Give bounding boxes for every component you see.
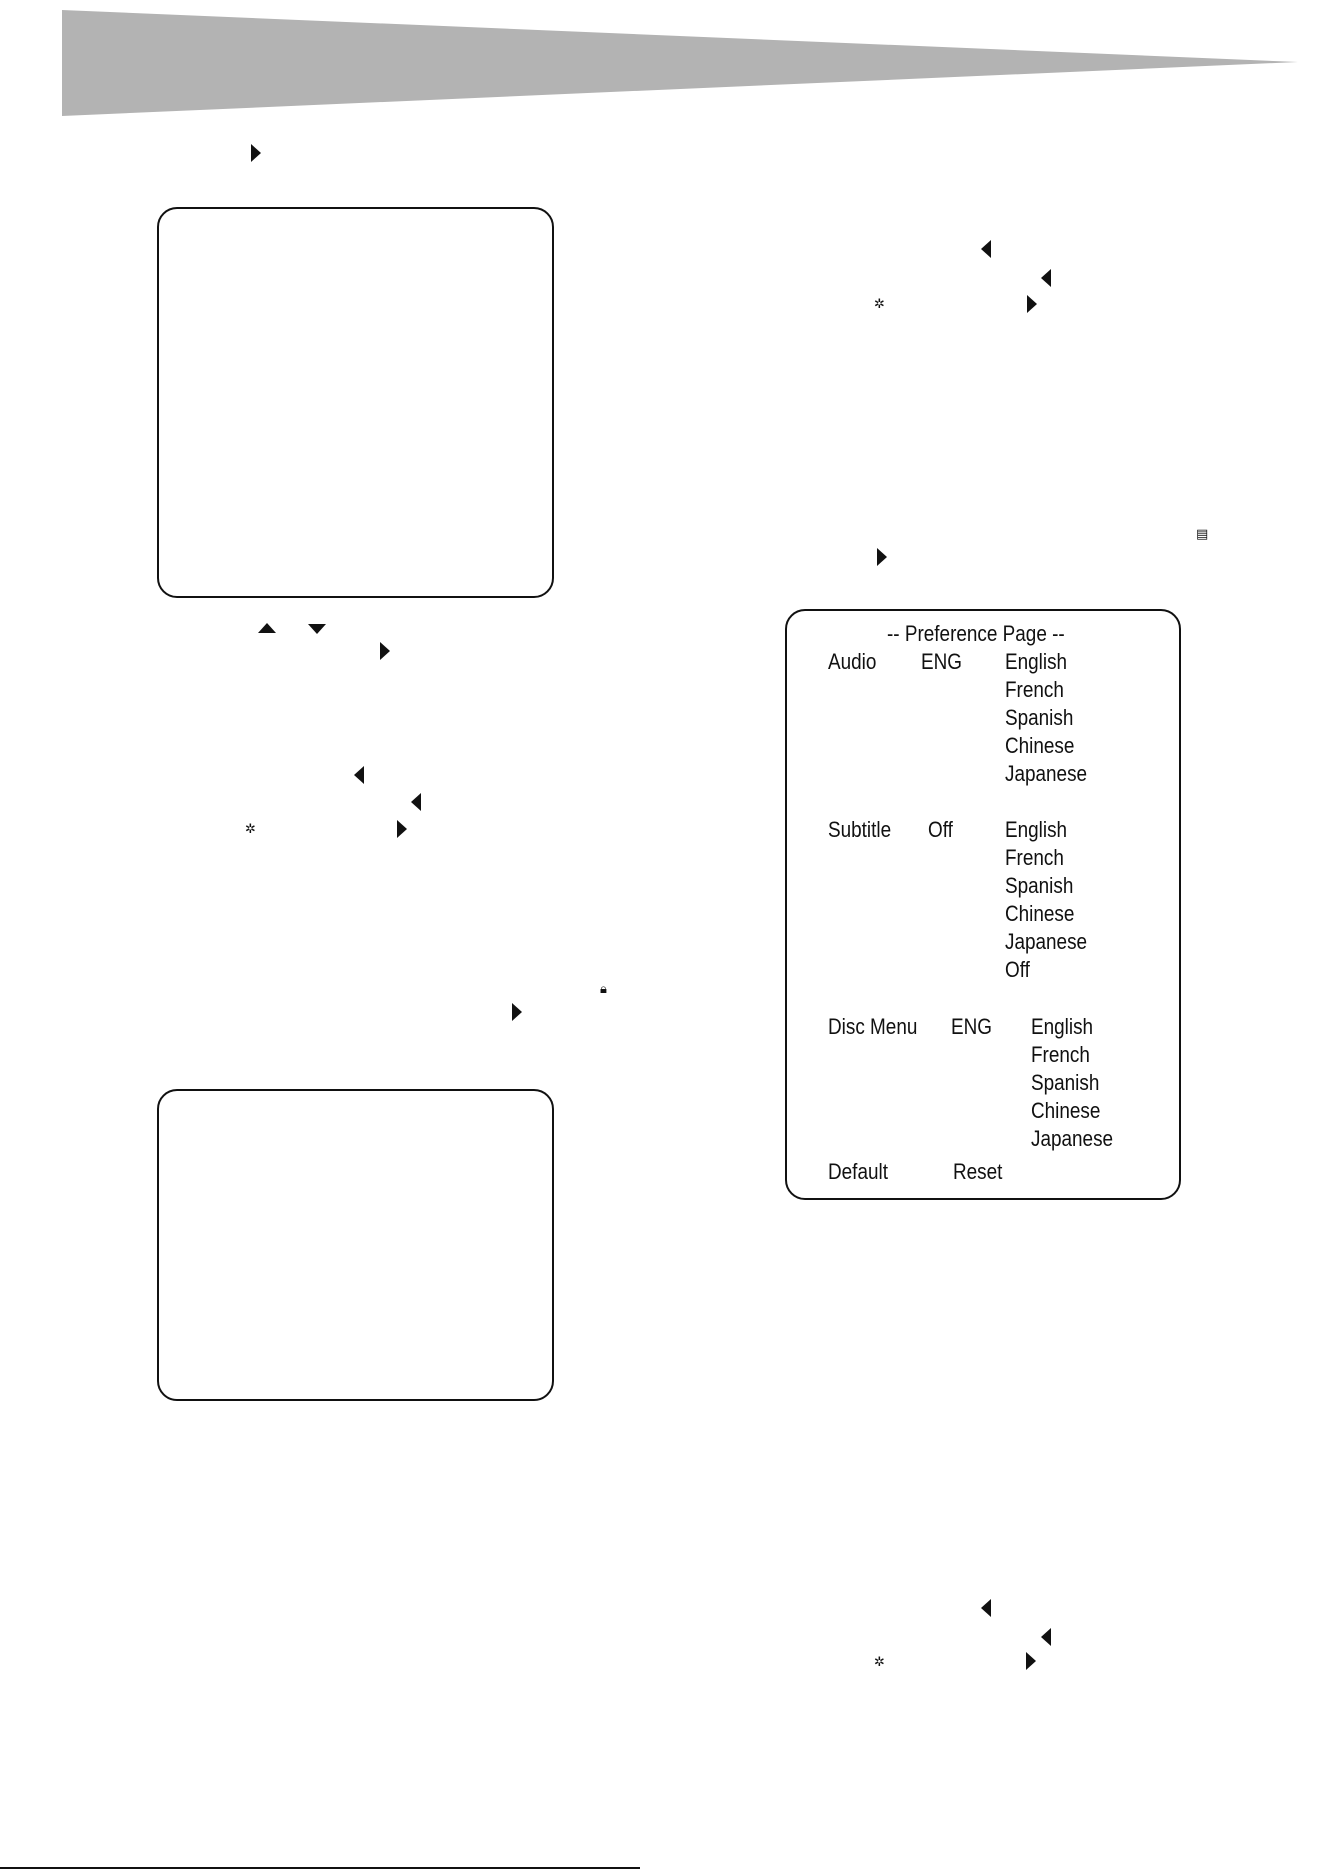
blank-osd-screen-top bbox=[157, 207, 554, 598]
subtitle-option: Japanese bbox=[1005, 929, 1088, 954]
disc-menu-option: Japanese bbox=[1031, 1126, 1114, 1151]
default-value: Reset bbox=[953, 1159, 1003, 1184]
preference-page-title: -- Preference Page -- bbox=[887, 621, 1065, 646]
gear-x-icon: ✲ bbox=[874, 297, 885, 312]
subtitle-option: Off bbox=[1005, 957, 1030, 982]
gear-x-icon: ✲ bbox=[245, 822, 256, 837]
lock-icon: 🔒︎ bbox=[600, 982, 607, 997]
up-triangle-icon bbox=[258, 623, 276, 633]
left-triangle-icon bbox=[981, 240, 991, 258]
right-triangle-icon bbox=[251, 144, 261, 162]
subtitle-option: Spanish bbox=[1005, 873, 1074, 898]
right-triangle-icon bbox=[1026, 1652, 1036, 1670]
right-triangle-icon bbox=[397, 820, 407, 838]
left-triangle-icon bbox=[411, 793, 421, 811]
left-triangle-icon bbox=[1041, 1628, 1051, 1646]
left-triangle-icon bbox=[1041, 269, 1051, 287]
disc-menu-value: ENG bbox=[951, 1014, 993, 1039]
gear-x-icon: ✲ bbox=[874, 1655, 885, 1670]
audio-option: French bbox=[1005, 677, 1064, 702]
down-triangle-icon bbox=[308, 624, 326, 634]
subtitle-option: Chinese bbox=[1005, 901, 1075, 926]
disc-menu-label: Disc Menu bbox=[828, 1014, 918, 1039]
disc-menu-option: Chinese bbox=[1031, 1098, 1101, 1123]
preference-page-icon: ▤ bbox=[1196, 527, 1209, 542]
subtitle-option: French bbox=[1005, 845, 1064, 870]
subtitle-label: Subtitle bbox=[828, 817, 892, 842]
disc-menu-option: Spanish bbox=[1031, 1070, 1100, 1095]
audio-option: Japanese bbox=[1005, 761, 1088, 786]
default-label: Default bbox=[828, 1159, 888, 1184]
left-triangle-icon bbox=[981, 1599, 991, 1617]
subtitle-option: English bbox=[1005, 817, 1068, 842]
audio-option: Spanish bbox=[1005, 705, 1074, 730]
header-band bbox=[0, 0, 1323, 120]
disc-menu-option: English bbox=[1031, 1014, 1094, 1039]
subtitle-value: Off bbox=[928, 817, 953, 842]
footer-rule bbox=[0, 1867, 640, 1869]
audio-value: ENG bbox=[921, 649, 963, 674]
audio-option: Chinese bbox=[1005, 733, 1075, 758]
audio-option: English bbox=[1005, 649, 1068, 674]
right-triangle-icon bbox=[877, 548, 887, 566]
audio-label: Audio bbox=[828, 649, 877, 674]
right-triangle-icon bbox=[512, 1003, 522, 1021]
left-triangle-icon bbox=[354, 766, 364, 784]
right-triangle-icon bbox=[380, 642, 390, 660]
blank-osd-screen-bottom bbox=[157, 1089, 554, 1401]
right-triangle-icon bbox=[1027, 295, 1037, 313]
preference-page-screen bbox=[785, 609, 1181, 1200]
disc-menu-option: French bbox=[1031, 1042, 1090, 1067]
